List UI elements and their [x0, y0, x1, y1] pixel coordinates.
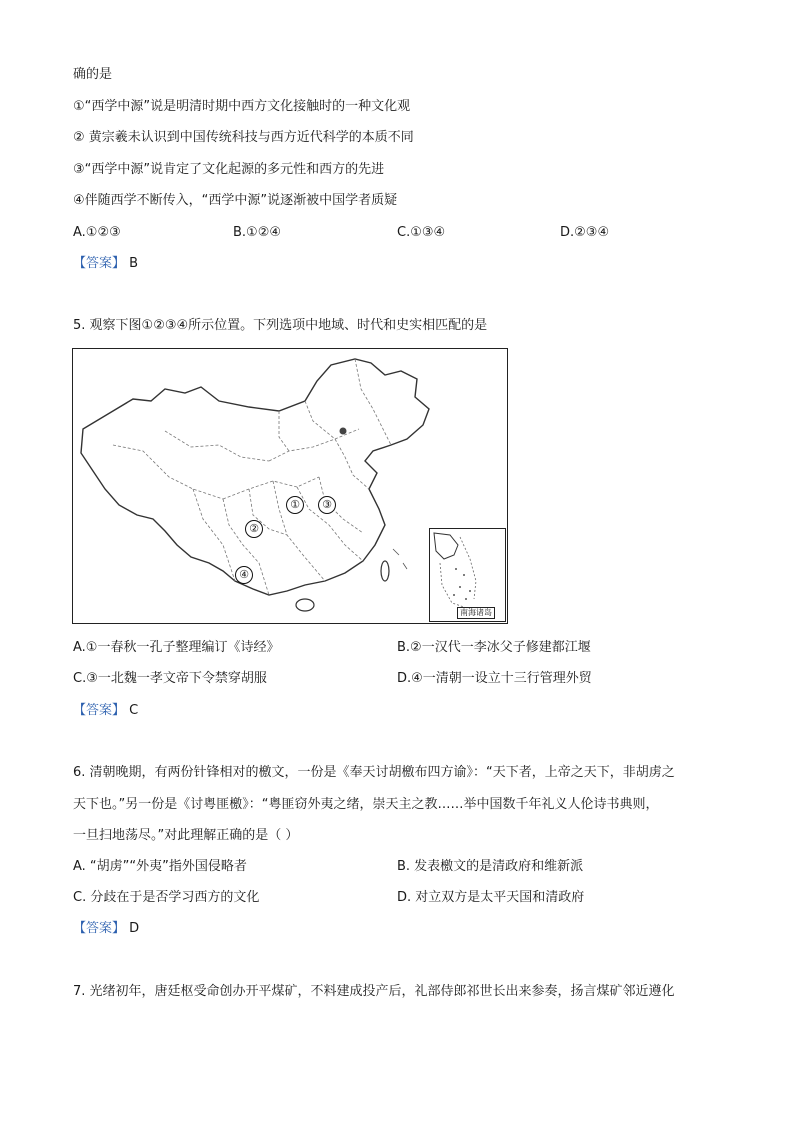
q6-stem-line-1: 6. 清朝晚期，有两份针锋相对的檄文，一份是《奉天讨胡檄布四方谕》：“天下者，上帝之天下，非胡虏之 [73, 765, 675, 780]
q4-statement-4: ④伴随西学不断传入，“西学中源”说逐渐被中国学者质疑 [73, 193, 398, 208]
q5-option-d: D.④一清朝一设立十三行管理外贸 [397, 671, 592, 686]
answer-value: D [129, 921, 140, 936]
map-marker-2: ② [245, 520, 263, 538]
q6-option-c: C. 分歧在于是否学习西方的文化 [73, 890, 260, 905]
q6-stem-line-2: 天下也。”另一份是《讨粤匪檄》：“粤匪窃外夷之绪，崇天主之教……举中国数千年礼义人伦诗书典则， [73, 797, 659, 812]
q7-stem: 7. 光绪初年，唐廷枢受命创办开平煤矿，不料建成投产后，礼部侍郎祁世长出来参奏，扬言煤矿邻近遵化 [73, 984, 675, 999]
q5-answer [73, 702, 138, 720]
q4-statement-1: ①“西学中源”说是明清时期中西方文化接触时的一种文化观 [73, 99, 411, 114]
q5-option-b: B.②一汉代一李冰父子修建都江堰 [397, 640, 591, 655]
answer-value: C [129, 703, 139, 718]
q6-option-b: B. 发表檄文的是清政府和维新派 [397, 859, 584, 874]
q6-answer [73, 920, 139, 938]
answer-tag: 【答案】 [73, 703, 126, 718]
q6-option-d: D. 对立双方是太平天国和清政府 [397, 890, 585, 905]
south-china-sea-inset [429, 528, 506, 622]
q4-stem-tail: 确的是 [73, 67, 113, 82]
q4-answer [73, 255, 138, 273]
q4-option-a: A.①②③ [73, 225, 121, 240]
q4-statement-3: ③“西学中源”说肯定了文化起源的多元性和西方的先进 [73, 162, 385, 177]
map-marker-3: ③ [318, 496, 336, 514]
china-map [72, 348, 508, 624]
q6-option-a: A. “胡虏”“外夷”指外国侵略者 [73, 859, 247, 874]
inset-label: 南海诸岛 [457, 607, 495, 619]
map-marker-4: ④ [235, 566, 253, 584]
q4-statement-2: ② 黄宗羲未认识到中国传统科技与西方近代科学的本质不同 [73, 130, 414, 145]
q5-option-c: C.③一北魏一孝文帝下令禁穿胡服 [73, 671, 267, 686]
answer-tag: 【答案】 [73, 921, 126, 936]
q5-stem: 5. 观察下图①②③④所示位置。下列选项中地域、时代和史实相匹配的是 [73, 318, 488, 333]
q6-stem-line-3: 一旦扫地荡尽。”对此理解正确的是（ ） [73, 828, 299, 843]
q4-option-c: C.①③④ [397, 225, 446, 240]
map-marker-1: ① [286, 496, 304, 514]
q4-option-d: D.②③④ [560, 225, 610, 240]
q5-option-a: A.①一春秋一孔子整理编订《诗经》 [73, 640, 280, 655]
answer-tag: 【答案】 [73, 256, 126, 271]
q4-option-b: B.①②④ [233, 225, 282, 240]
answer-value: B [129, 256, 139, 271]
